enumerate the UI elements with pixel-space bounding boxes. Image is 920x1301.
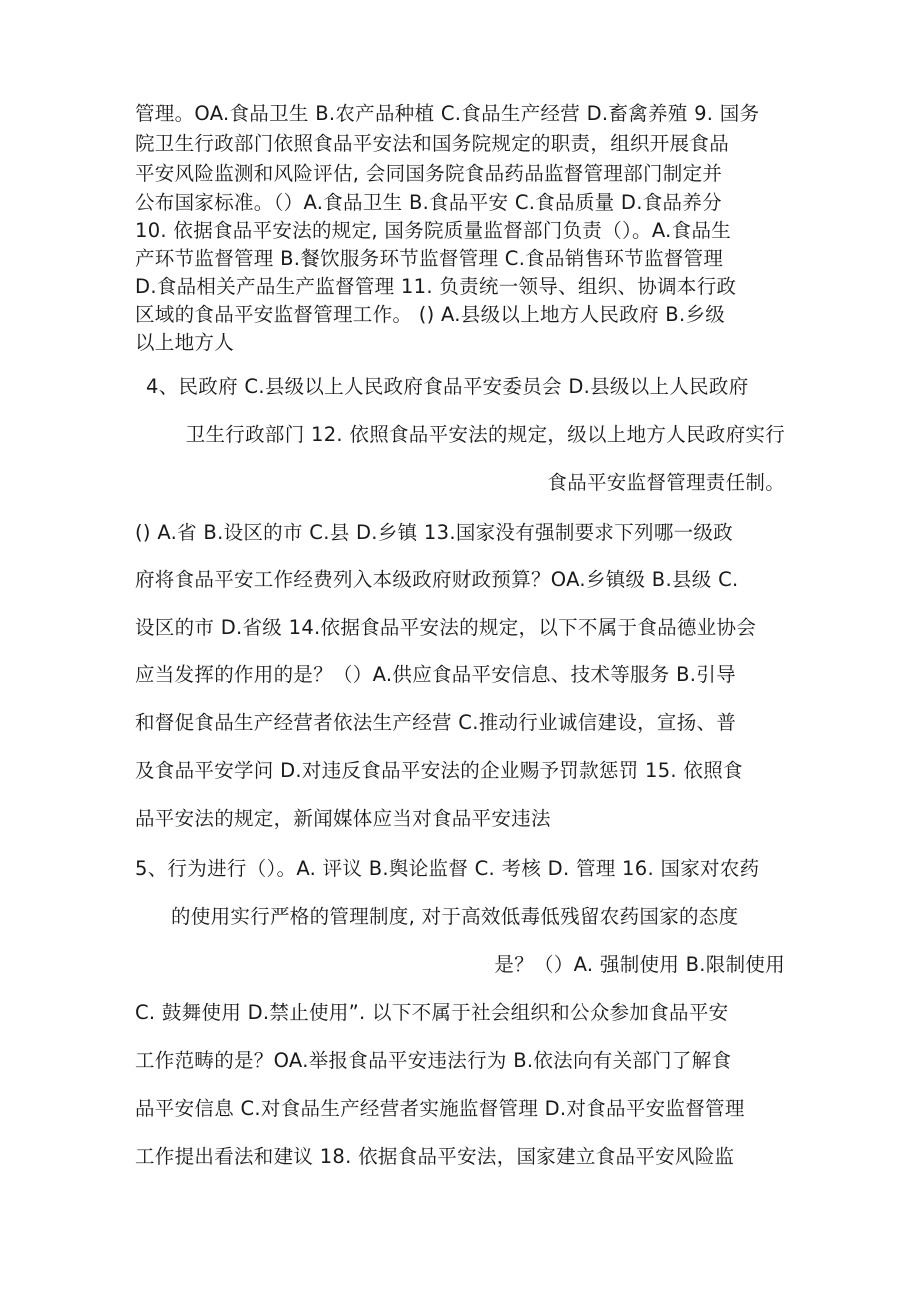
- text-line: 设区的市 D.省级 14.依据食品平安法的规定，以下不属于食品德业协会: [135, 616, 757, 639]
- text-line: 院卫生行政部门依照食品平安法和国务院规定的职责，组织开展食品: [135, 132, 730, 155]
- text-line: 食品平安监督管理责任制。: [547, 471, 785, 494]
- text-line: 管理。OA.食品卫生 B.农产品种植 C.食品生产经营 D.畜禽养殖 9. 国务: [135, 102, 760, 125]
- text-line: 工作提出看法和建议 18. 依据食品平安法，国家建立食品平安风险监: [135, 1145, 735, 1168]
- text-line: 的使用实行严格的管理制度, 对于高效低毒低残留农药国家的态度: [171, 905, 739, 928]
- text-line: 及食品平安学问 D.对违反食品平安法的企业赐予罚款惩罚 15. 依照食: [135, 759, 743, 782]
- text-line: 以上地方人: [135, 331, 235, 354]
- text-line: 是？（）A. 强制使用 B.限制使用: [494, 953, 785, 976]
- text-line: C. 鼓舞使用 D.禁止使用”. 以下不属于社会组织和公众参加食品平安: [135, 1001, 729, 1024]
- text-line: 5、行为进行（）。A. 评议 B.舆论监督 C. 考核 D. 管理 16. 国家对农药: [135, 857, 760, 880]
- text-line: 卫生行政部门 12. 依照食品平安法的规定，级以上地方人民政府实行: [185, 423, 785, 446]
- text-line: D.食品相关产品生产监督管理 11. 负责统一领导、组织、协调本行政: [135, 275, 737, 298]
- text-line: 应当发挥的作用的是？（）A.供应食品平安信息、技术等服务 B.引导: [135, 663, 736, 686]
- text-line: 公布国家标准。（）A.食品卫生 B.食品平安 C.食品质量 D.食品养分: [135, 191, 722, 214]
- text-line: 4、民政府 C.县级以上人民政府食品平安委员会 D.县级以上人民政府: [146, 375, 749, 398]
- text-line: 平安风险监测和风险评估, 会同国务院食品药品监督管理部门制定并: [135, 162, 723, 185]
- text-line: () A.省 B.设区的市 C.县 D.乡镇 13.国家没有强制要求下列哪一级政: [135, 521, 734, 544]
- text-line: 产环节监督管理 B.餐饮服务环节监督管理 C.食品销售环节监督管理: [135, 247, 724, 270]
- text-line: 和督促食品生产经营者依法生产经营 C.推动行业诚信建设，宣扬、普: [135, 711, 737, 734]
- text-line: 区域的食品平安监督管理工作。 () A.县级以上地方人民政府 B.乡级: [135, 303, 726, 326]
- text-line: 10. 依据食品平安法的规定, 国务院质量监督部门负责（）。A.食品生: [135, 219, 732, 242]
- text-line: 品平安信息 C.对食品生产经营者实施监督管理 D.对食品平安监督管理: [135, 1097, 745, 1120]
- text-line: 品平安法的规定，新闻媒体应当对食品平安违法: [135, 807, 551, 830]
- text-line: 工作范畴的是？OA.举报食品平安违法行为 B.依法向有关部门了解食: [135, 1049, 732, 1072]
- text-line: 府将食品平安工作经费列入本级政府财政预算？OA.乡镇级 B.县级 C.: [135, 568, 739, 591]
